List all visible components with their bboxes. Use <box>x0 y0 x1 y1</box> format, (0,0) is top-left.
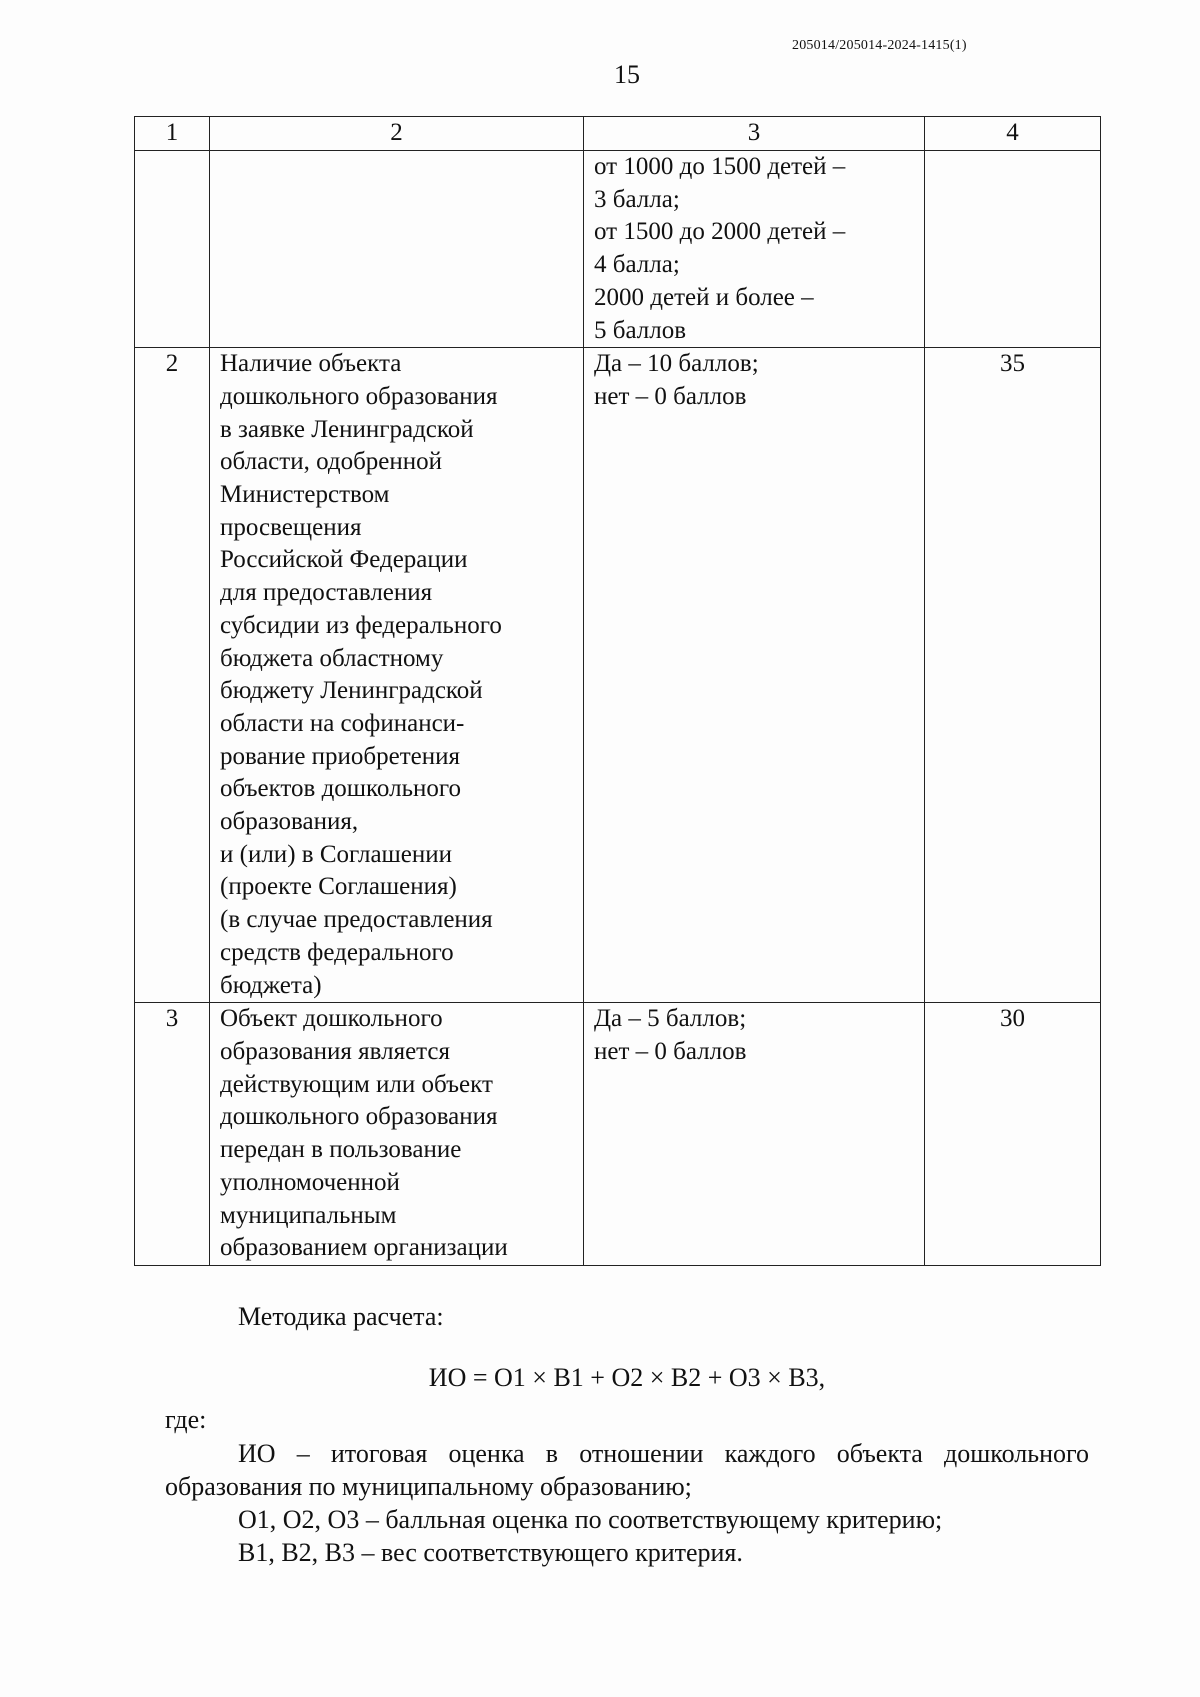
scale-line: нет – 0 баллов <box>594 1037 747 1065</box>
weight-value: 35 <box>1000 350 1025 378</box>
definition-o: О1, О2, О3 – балльная оценка по соответствующему критерию; <box>238 1505 943 1534</box>
scale-cell <box>584 1003 925 1266</box>
criterion-line: дошкольного образования <box>220 382 498 410</box>
where-label: где: <box>165 1405 207 1434</box>
header-col-4: 4 <box>925 117 1101 151</box>
criterion-line: бюджету Ленинградской <box>220 677 483 705</box>
scale-line: 3 балла; <box>594 185 680 213</box>
criterion-line: в заявке Ленинградской <box>220 415 474 443</box>
criterion-line: Российской Федерации <box>220 546 468 574</box>
criterion-line: образованием организации <box>220 1234 508 1262</box>
scale-line: 4 балла; <box>594 251 680 279</box>
definition-io-line-2: образования по муниципальному образованию; <box>165 1472 692 1501</box>
row-number-cell <box>135 151 210 348</box>
scale-line: от 1500 до 2000 детей – <box>594 218 846 246</box>
scale-line: Да – 10 баллов; <box>594 350 759 378</box>
criterion-line: (в случае предоставления <box>220 906 493 934</box>
table-row <box>135 151 1101 348</box>
weight-value: 30 <box>1000 1005 1025 1033</box>
header-col-1: 1 <box>135 117 210 151</box>
criterion-line: передан в пользование <box>220 1136 462 1164</box>
scale-line: Да – 5 баллов; <box>594 1005 747 1033</box>
criterion-line: уполномоченной <box>220 1168 400 1196</box>
scale-line: 5 баллов <box>594 316 687 344</box>
document-id: 205014/205014-2024-1415(1) <box>792 38 967 53</box>
table-row <box>135 1003 1101 1266</box>
scale-cell <box>584 151 925 348</box>
row-number: 3 <box>165 1005 179 1033</box>
criterion-line: Наличие объекта <box>220 350 402 378</box>
criterion-line: образования, <box>220 808 359 836</box>
page-number: 15 <box>614 60 640 89</box>
scale-line: нет – 0 баллов <box>594 382 747 410</box>
criteria-table <box>134 116 1101 1266</box>
criterion-line: бюджета областному <box>220 644 444 672</box>
criterion-cell <box>210 151 584 348</box>
criterion-cell <box>210 348 584 1003</box>
criterion-line: и (или) в Соглашении <box>220 840 453 868</box>
criterion-line: области, одобренной <box>220 448 443 476</box>
criterion-line: дошкольного образования <box>220 1103 498 1131</box>
definition-b: В1, В2, В3 – вес соответствующего критерия. <box>238 1538 743 1567</box>
scale-line: от 1000 до 1500 детей – <box>594 153 846 180</box>
criterion-line: Министерством <box>220 481 390 509</box>
criterion-line: действующим или объект <box>220 1070 493 1098</box>
criterion-cell <box>210 1003 584 1266</box>
table-header-row <box>135 117 1101 151</box>
formula: ИО = О1 × В1 + О2 × В2 + О3 × В3, <box>428 1363 826 1392</box>
criterion-line: для предоставления <box>220 579 433 607</box>
header-col-2: 2 <box>210 117 584 151</box>
method-label: Методика расчета: <box>238 1302 444 1331</box>
criterion-line: рование приобретения <box>220 742 461 770</box>
criterion-line: муниципальным <box>220 1201 397 1229</box>
criterion-line: средств федерального <box>220 938 454 966</box>
row-number: 2 <box>165 350 179 378</box>
scale-cell <box>584 348 925 1003</box>
criterion-line: (проекте Соглашения) <box>220 873 457 901</box>
scale-line: 2000 детей и более – <box>594 283 814 311</box>
criterion-line: субсидии из федерального <box>220 611 502 639</box>
criterion-line: бюджета) <box>220 971 322 999</box>
definitions <box>165 1437 1089 1569</box>
criterion-line: образования является <box>220 1037 450 1065</box>
criterion-line: объектов дошкольного <box>220 775 461 803</box>
table-row <box>135 348 1101 1003</box>
row-number-cell <box>135 1003 210 1266</box>
criterion-line: области на софинанси- <box>220 709 465 737</box>
weight-cell <box>925 1003 1101 1266</box>
header-col-3: 3 <box>584 117 925 151</box>
criterion-line: Объект дошкольного <box>220 1005 443 1033</box>
criterion-line: просвещения <box>220 513 362 541</box>
weight-cell <box>925 151 1101 348</box>
row-number-cell <box>135 348 210 1003</box>
definition-io-line-1: ИО – итоговая оценка в отношении каждого объекта дошкольного <box>238 1439 1089 1468</box>
weight-cell <box>925 348 1101 1003</box>
